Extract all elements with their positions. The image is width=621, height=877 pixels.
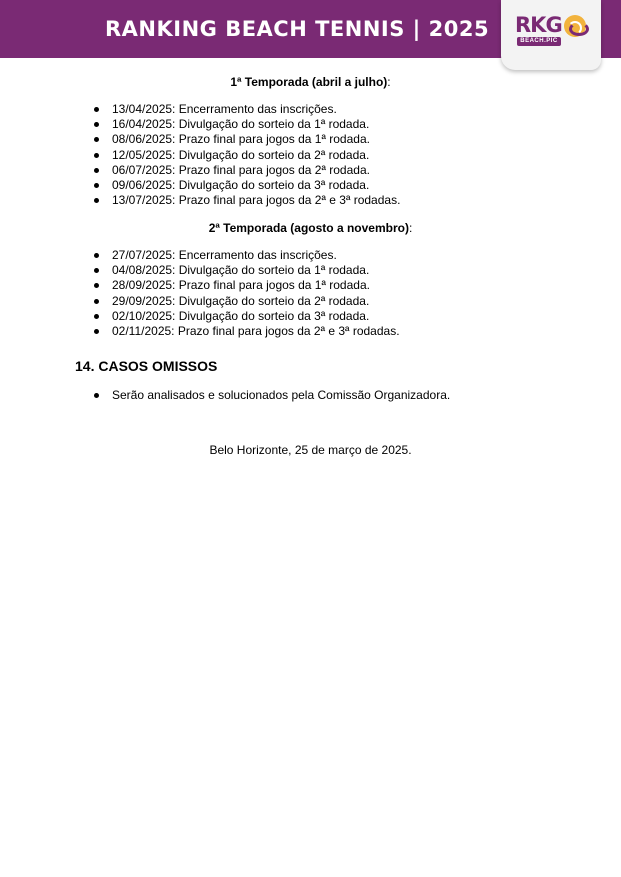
logo-text: RKG bbox=[515, 13, 562, 37]
section-14-list bbox=[0, 388, 450, 403]
season1-list bbox=[0, 102, 400, 208]
list-item: 08/06/2025: Prazo final para jogos da 1ª rodada. bbox=[0, 132, 400, 147]
logo-swoosh-icon bbox=[569, 22, 589, 36]
season2-title-colon: : bbox=[408, 221, 413, 235]
document-title: RANKING BEACH TENNIS | 2025 bbox=[105, 17, 490, 41]
list-item: 09/06/2025: Divulgação do sorteio da 3ª rodada. bbox=[0, 178, 400, 193]
season2-title-text: 2ª Temporada (agosto a novembro) bbox=[208, 221, 409, 235]
logo bbox=[501, 0, 601, 70]
list-item: 27/07/2025: Encerramento das inscrições. bbox=[0, 248, 400, 263]
season1-title-text: 1ª Temporada (abril a julho) bbox=[230, 75, 388, 89]
list-item: 02/11/2025: Prazo final para jogos da 2ª e 3ª rodadas. bbox=[0, 324, 400, 339]
section-14-heading: 14. CASOS OMISSOS bbox=[75, 358, 218, 374]
season2-title bbox=[0, 221, 621, 235]
season1-title bbox=[0, 75, 621, 89]
list-item: Serão analisados e solucionados pela Comissão Organizadora. bbox=[0, 388, 450, 403]
list-item: 13/04/2025: Encerramento das inscrições. bbox=[0, 102, 400, 117]
list-item: 16/04/2025: Divulgação do sorteio da 1ª rodada. bbox=[0, 117, 400, 132]
list-item: 02/10/2025: Divulgação do sorteio da 3ª rodada. bbox=[0, 309, 400, 324]
list-item: 06/07/2025: Prazo final para jogos da 2ª rodada. bbox=[0, 163, 400, 178]
season2-list bbox=[0, 248, 400, 339]
logo-subtext: BEACH.PIC bbox=[517, 37, 561, 46]
season1-title-colon: : bbox=[387, 75, 391, 89]
list-item: 28/09/2025: Prazo final para jogos da 1ª rodada. bbox=[0, 278, 400, 293]
list-item: 29/09/2025: Divulgação do sorteio da 2ª rodada. bbox=[0, 294, 400, 309]
list-item: 04/08/2025: Divulgação do sorteio da 1ª rodada. bbox=[0, 263, 400, 278]
list-item: 12/05/2025: Divulgação do sorteio da 2ª rodada. bbox=[0, 148, 400, 163]
list-item: 13/07/2025: Prazo final para jogos da 2ª e 3ª rodadas. bbox=[0, 193, 400, 208]
closing-line: Belo Horizonte, 25 de março de 2025. bbox=[209, 443, 412, 457]
